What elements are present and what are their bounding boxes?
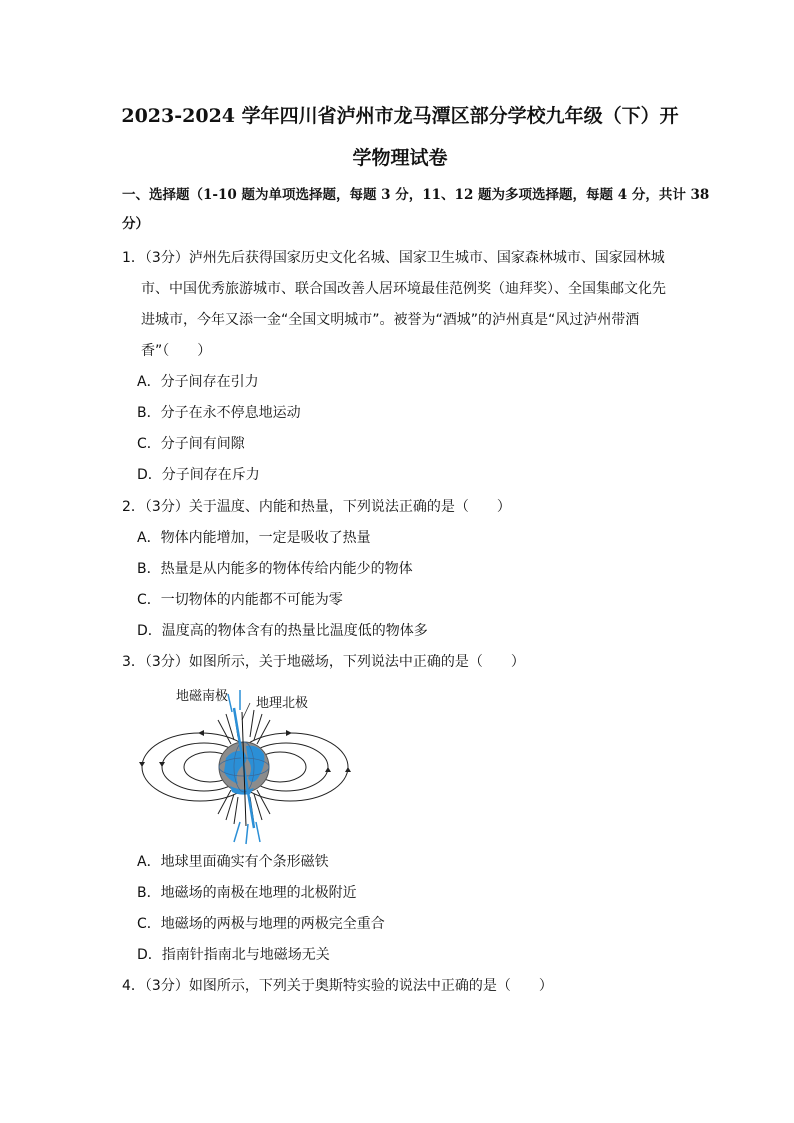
question-2-stem: 2．（3分）关于温度、内能和热量，下列说法正确的是（ ）	[122, 499, 511, 515]
question-1-stem-line4: 香”（ ）	[141, 343, 212, 359]
question-1-stem-line1: 1．（3分）泸州先后获得国家历史文化名城、国家卫生城市、国家森林城市、国家园林城	[122, 250, 665, 266]
question-2-option-b[interactable]: B．热量是从内能多的物体传给内能少的物体	[137, 561, 413, 577]
question-3-option-a[interactable]: A．地球里面确实有个条形磁铁	[137, 854, 329, 870]
exam-title-line1: 2023-2024 学年四川省泸州市龙马潭区部分学校九年级（下）开	[121, 105, 679, 127]
question-1-stem-line3: 进城市，今年又添一金“全国文明城市”。被誉为“酒城”的泸州真是“风过泸州带酒	[141, 312, 640, 328]
section-heading-line2: 分）	[122, 216, 149, 232]
label-pointer-line	[242, 703, 250, 720]
question-1-option-c[interactable]: C．分子间有间隙	[137, 436, 245, 452]
question-3-option-c[interactable]: C．地磁场的两极与地理的两极完全重合	[137, 916, 385, 932]
question-1-stem-line2: 市、中国优秀旅游城市、联合国改善人居环境最佳范例奖（迪拜奖）、全国集邮文化先	[141, 281, 666, 297]
section-heading-line1: 一、选择题（1-10 题为单项选择题，每题 3 分，11、12 题为多项选择题，每题 4 分，共计 38	[122, 187, 710, 203]
question-2-option-c[interactable]: C．一切物体的内能都不可能为零	[137, 592, 343, 608]
exam-title-line2: 学物理试卷	[352, 147, 448, 169]
earth-magnetic-field-figure	[130, 682, 360, 852]
question-2-option-a[interactable]: A．物体内能增加，一定是吸收了热量	[137, 530, 371, 546]
question-3-option-b[interactable]: B．地磁场的南极在地理的北极附近	[137, 885, 357, 901]
label-geographic-north: 地理北极	[256, 696, 309, 711]
question-3-stem: 3．（3分）如图所示，关于地磁场，下列说法中正确的是（ ）	[122, 654, 525, 670]
question-3-option-d[interactable]: D．指南针指南北与地磁场无关	[137, 947, 330, 963]
question-1-option-a[interactable]: A．分子间存在引力	[137, 374, 259, 390]
question-2-option-d[interactable]: D．温度高的物体含有的热量比温度低的物体多	[137, 623, 428, 639]
question-1-option-d[interactable]: D．分子间存在斥力	[137, 467, 260, 483]
label-geomagnetic-south: 地磁南极	[176, 689, 229, 704]
question-4-stem: 4．（3分）如图所示，下列关于奥斯特实验的说法中正确的是（ ）	[122, 978, 553, 994]
question-1-option-b[interactable]: B．分子在永不停息地运动	[137, 405, 301, 421]
